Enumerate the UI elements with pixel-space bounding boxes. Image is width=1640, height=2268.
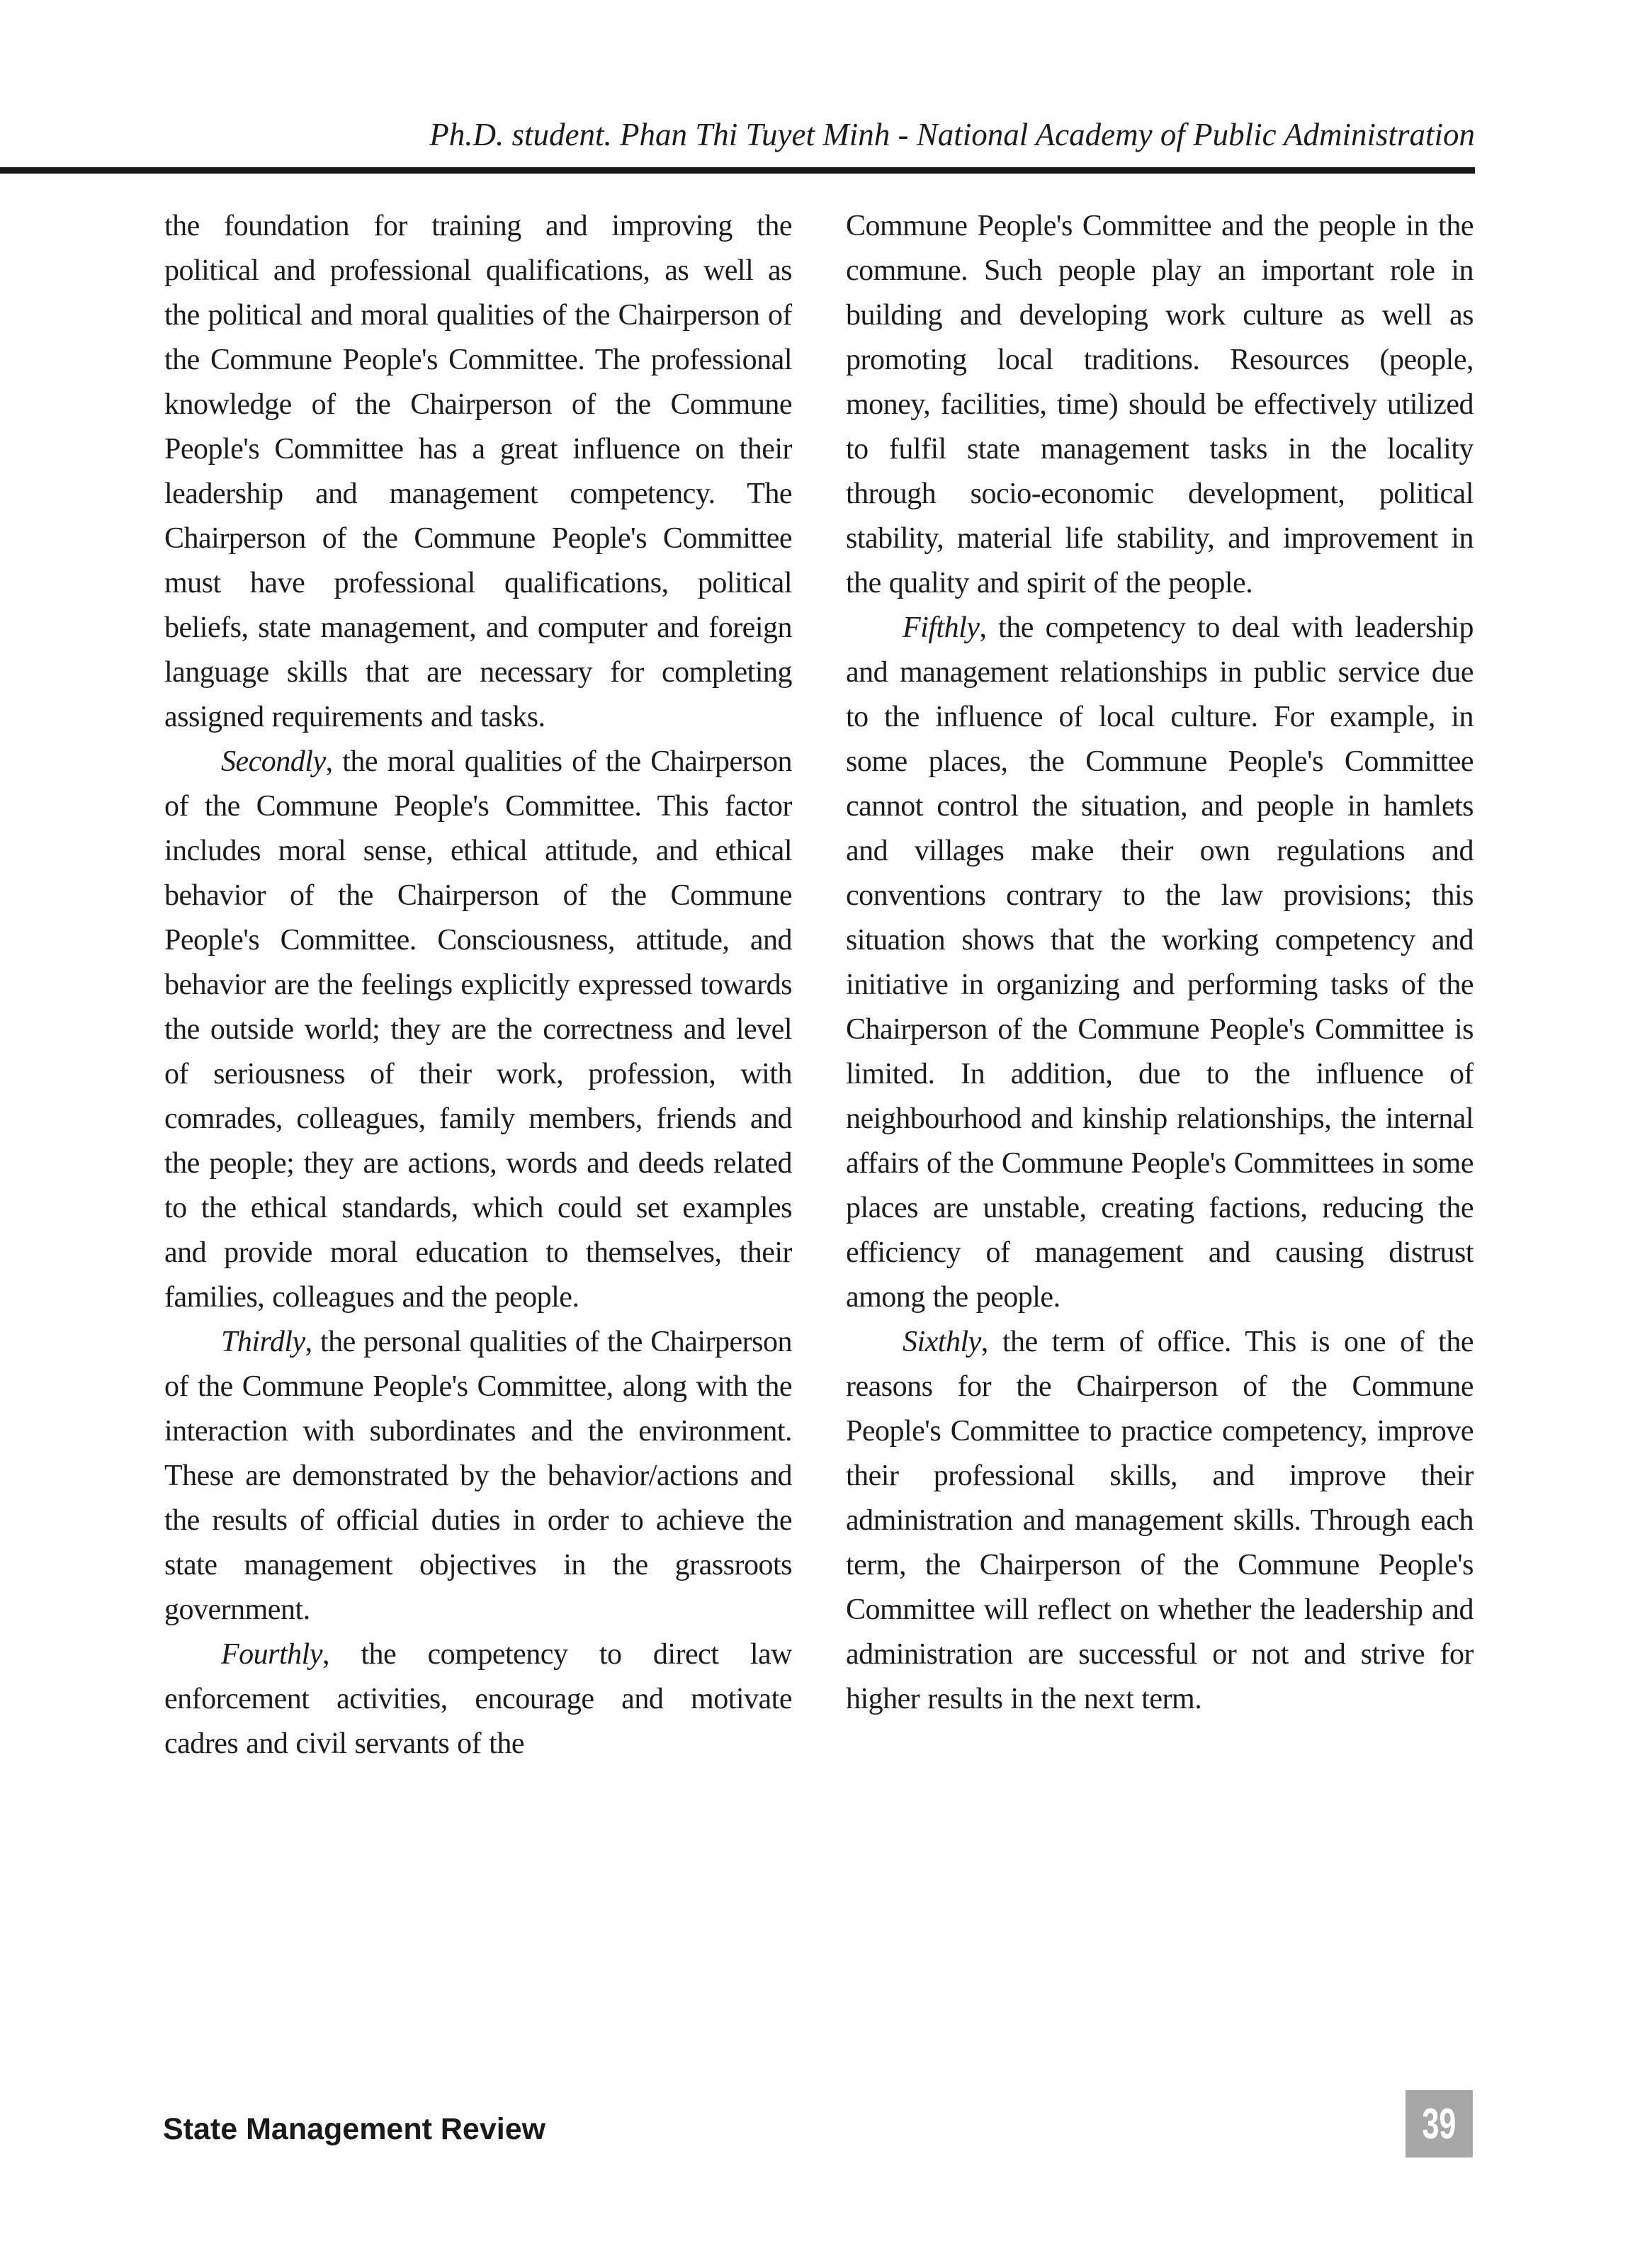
paragraph-lead: Fourthly <box>221 1638 322 1671</box>
footer-journal-title: State Management Review <box>163 2112 546 2146</box>
paragraph <box>164 1632 792 1766</box>
paragraph <box>846 1320 1474 1722</box>
paragraph-lead: Fifthly <box>903 611 980 644</box>
text-column-left <box>164 204 792 2060</box>
two-column-body <box>164 204 1474 2060</box>
paragraph <box>164 1320 792 1632</box>
paragraph-text: , the competency to direct law enforcement activities, encourage and motivate cadres and civil servants of the <box>164 1638 792 1760</box>
page-header-byline: Ph.D. student. Phan Thi Tuyet Minh - National Academy of Public Administration <box>429 117 1475 152</box>
paragraph-text: , the moral qualities of the Chairperson of the Commune People's Committee. This factor includes moral sense, ethical attitude, and ethical behavior of the Chairperson of the Commune People's Committee. Consciousness, attitude, and behavior are the feelings explicitly expressed towards the outside world; they are the correctness and level of seriousness of their work, profession, with comrades, colleagues, family members, friends and the people; they are actions, words and deeds related to the ethical standards, which could set examples and provide moral education to themselves, their families, colleagues and the people. <box>164 745 792 1314</box>
paragraph-text: Commune People's Committee and the people in the commune. Such people play an important role in building and developing work culture as well as promoting local traditions. Resources (people, money, facilities, time) should be effectively utilized to fulfil state management tasks in the locality through socio-economic development, political stability, material life stability, and improvement in the quality and spirit of the people. <box>846 210 1474 599</box>
paragraph-text: , the personal qualities of the Chairperson of the Commune People's Committee, along with the interaction with subordinates and the environment. These are demonstrated by the behavior/actions and the results of official duties in order to achieve the state management objectives in the grassroots government. <box>164 1326 792 1626</box>
paragraph <box>164 740 792 1320</box>
paragraph <box>164 204 792 740</box>
page-number: 39 <box>1422 2099 1457 2148</box>
page-number-badge <box>1406 2090 1473 2157</box>
paragraph <box>846 204 1474 606</box>
paragraph-lead: Sixthly <box>903 1326 981 1358</box>
text-column-right <box>846 204 1474 2060</box>
header-rule <box>0 167 1475 174</box>
paragraph-lead: Secondly <box>221 745 326 778</box>
paragraph-text: , the term of office. This is one of the reasons for the Chairperson of the Commune People's Committee to practice competency, improve their professional skills, and improve their administration and management skills. Through each term, the Chairperson of the Commune People's Committee will reflect on whether the leadership and administration are successful or not and strive for higher results in the next term. <box>846 1326 1474 1715</box>
paragraph-lead: Thirdly <box>221 1326 305 1358</box>
paragraph-text: , the competency to deal with leadership and management relationships in public service due to the influence of local culture. For example, in some places, the Commune People's Committee cannot control the situation, and people in hamlets and villages make their own regulations and conventions contrary to the law provisions; this situation shows that the working competency and initiative in organizing and performing tasks of the Chairperson of the Commune People's Committee is limited. In addition, due to the influence of neighbourhood and kinship relationships, the internal affairs of the Commune People's Committees in some places are unstable, creating factions, reducing the efficiency of management and causing distrust among the people. <box>846 611 1474 1314</box>
paragraph <box>846 606 1474 1320</box>
paragraph-text: the foundation for training and improving the political and professional qualifications, as well as the political and moral qualities of the Chairperson of the Commune People's Committee. The professional knowledge of the Chairperson of the Commune People's Committee has a great influence on their leadership and management competency. The Chairperson of the Commune People's Committee must have professional qualifications, political beliefs, state management, and computer and foreign language skills that are necessary for completing assigned requirements and tasks. <box>164 210 792 733</box>
